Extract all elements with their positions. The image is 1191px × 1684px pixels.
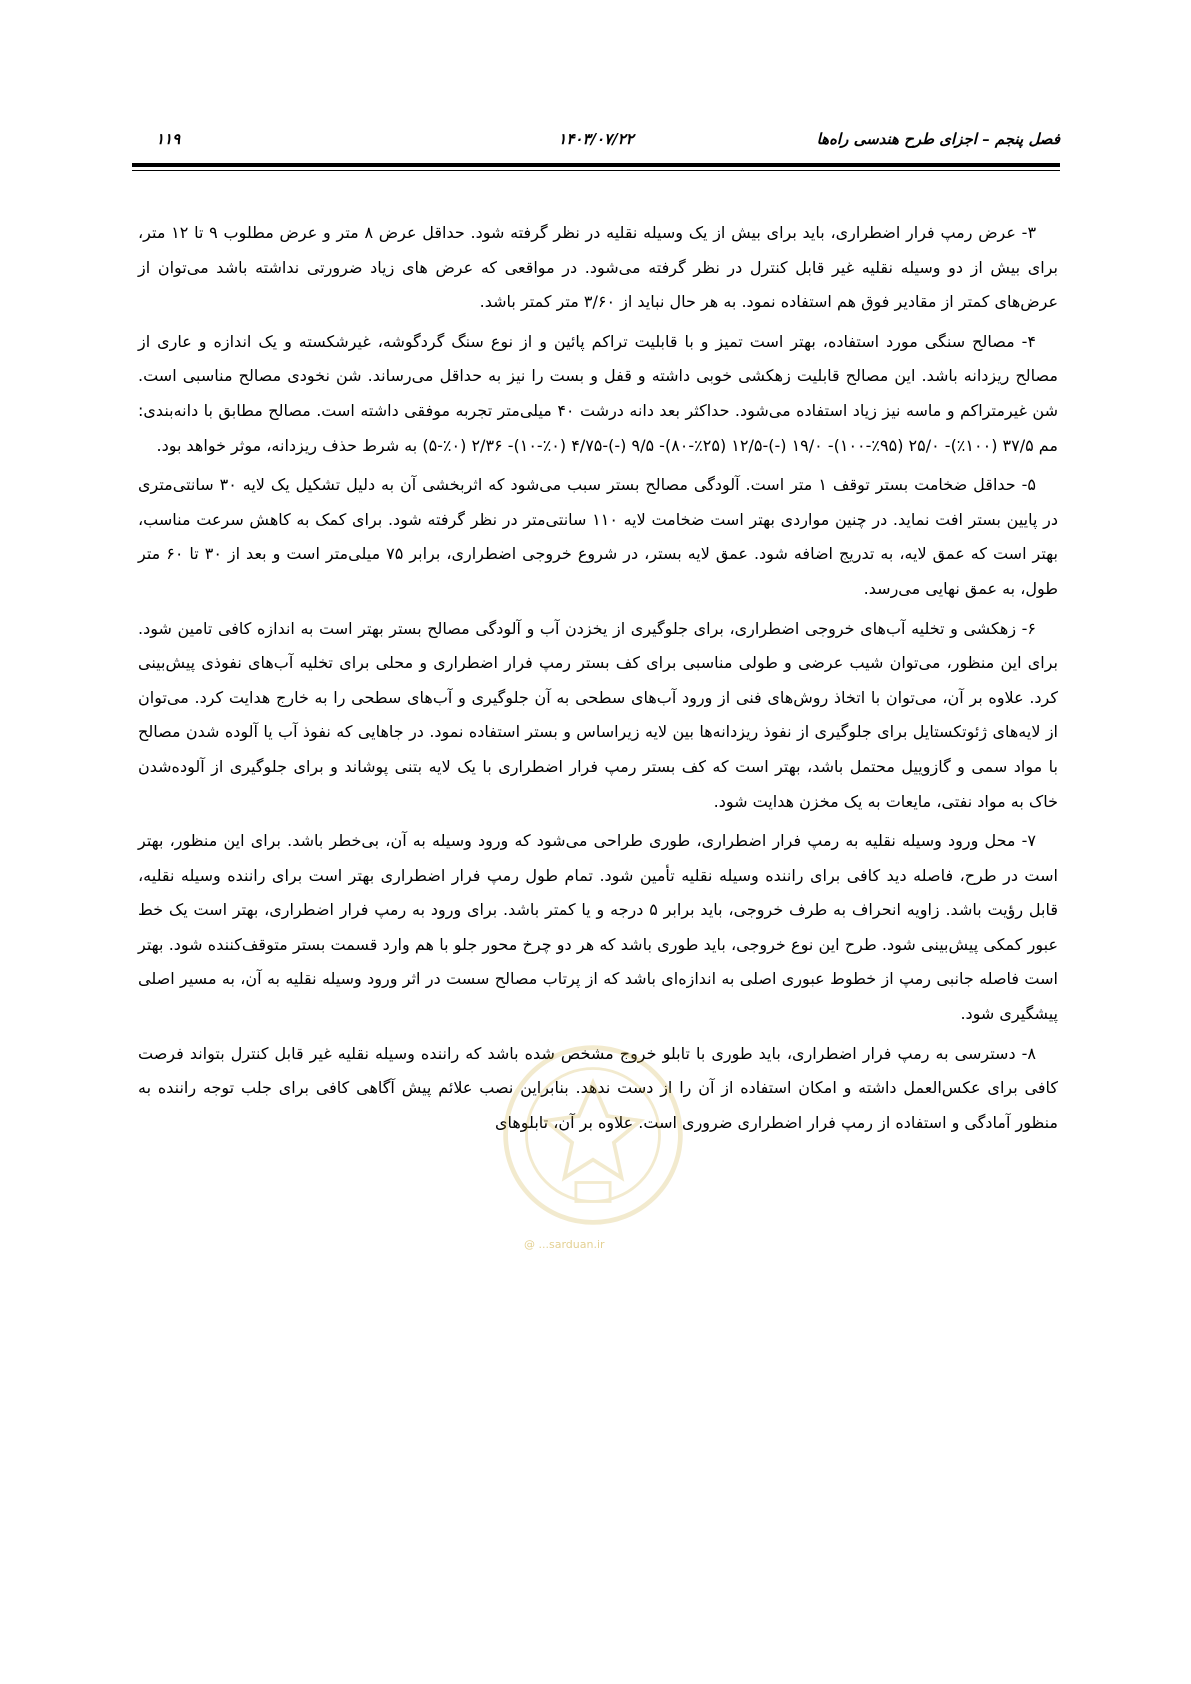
body-text bbox=[138, 216, 1058, 1145]
paragraph-8: ۸- دسترسی به رمپ فرار اضطراری، باید طوری با تابلو خروج مشخص شده باشد که راننده وسیله نقلیه غیر قابل کنترل بتواند فرصت کافی برای عکس‌العمل داشته و امکان استفاده از آن را از دست ندهد. بنابراین نصب علائم پیش آگاهی کافی برای جلب توجه راننده به منظور آمادگی و استفاده از رمپ فرار اضطراری ضروری است. علاوه بر آن، تابلوهای bbox=[138, 1043, 1058, 1132]
paragraph-5: ۵- حداقل ضخامت بستر توقف ۱ متر است. آلودگی مصالح بستر سبب می‌شود که اثربخشی آن به دلیل تشکیل یک لایه ۳۰ سانتی‌متری در پایین بستر افت نماید. در چنین مواردی بهتر است ضخامت لایه ۱۱۰ سانتی‌متر در نظر گرفته شود. برای کمک به کاهش سرعت مناسب، بهتر است که عمق لایه، به تدریج اضافه شود. عمق لایه بستر، در شروع خروجی اضطراری، برابر ۷۵ میلی‌متر است و بعد از ۳۰ تا ۶۰ متر طول، به عمق نهایی می‌رسد. bbox=[138, 475, 1059, 598]
header-rule-thick bbox=[132, 163, 1060, 167]
header-date: ۱۴۰۳/۰۷/۲۲ bbox=[558, 130, 634, 148]
watermark-url: @ ...sarduan.ir bbox=[524, 1238, 605, 1251]
paragraph-6: ۶- زهکشی و تخلیه آب‌های خروجی اضطراری، برای جلوگیری از یخزدن آب و آلودگی مصالح بستر بهتر است به اندازه کافی تامین شود. برای این منظور، می‌توان شیب عرضی و طولی مناسبی برای کف بستر رمپ فرار اضطراری و محلی برای تخلیه آب‌های نفوذی پیش‌بینی کرد. علاوه بر آن، می‌توان با اتخاذ روش‌های فنی از ورود آب‌های سطحی به آن جلوگیری و آب‌های سطحی را به خارج هدایت کرد. می‌توان از لایه‌های ژئوتکستایل برای جلوگیری از نفوذ ریزدانه‌ها بین لایه زیراساس و بستر استفاده نمود. در جاهایی که نفوذ آب یا آلوده شدن مصالح با مواد سمی و گازوییل محتمل باشد، بهتر است که کف بستر رمپ فرار اضطراری با یک لایه بتنی پوشاند و برای جلوگیری از آلوده‌شدن خاک به مواد نفتی، مایعات به یک مخزن هدایت شود. bbox=[138, 618, 1058, 811]
page-number: ۱۱۹ bbox=[156, 130, 181, 148]
paragraph-3: ۳- عرض رمپ فرار اضطراری، باید برای بیش از یک وسیله نقلیه در نظر گرفته شود. حداقل عرض ۸ متر و عرض مطلوب ۹ تا ۱۲ متر، برای بیش از دو وسیله نقلیه غیر قابل کنترل در نظر گرفته می‌شود. در مواقعی که عرض های زیاد ضرورتی نداشته باشد می‌توان از عرض‌های کمتر از مقادیر فوق هم استفاده نمود. به هر حال نباید از ۳/۶۰ متر کمتر باشد. bbox=[138, 223, 1058, 312]
header-rule-thin bbox=[132, 170, 1060, 171]
paragraph-7: ۷- محل ورود وسیله نقلیه به رمپ فرار اضطراری، طوری طراحی می‌شود که ورود وسیله به آن، بی‌خطر باشد. برای این منظور، بهتر است در طرح، فاصله دید کافی برای راننده وسیله نقلیه تأمین شود. تمام طول رمپ فرار اضطراری بهتر است برای راننده وسیله نقلیه، قابل رؤیت باشد. زاویه انحراف به طرف خروجی، باید برابر ۵ درجه و یا کمتر باشد. برای ورود به رمپ فرار اضطراری، بهتر است یک خط عبور کمکی پیش‌بینی شود. طرح این نوع خروجی، باید طوری باشد که هر دو چرخ محور جلو با هم وارد قسمت بستر متوقف‌کننده شود. بهتر است فاصله جانبی رمپ از خطوط عبوری اصلی به اندازه‌ای باشد که از پرتاب مصالح سست در اثر ورود وسیله نقلیه به آن، به مسیر اصلی پیشگیری شود. bbox=[138, 831, 1059, 1024]
running-header bbox=[132, 128, 1060, 154]
paragraph-4: ۴- مصالح سنگی مورد استفاده، بهتر است تمیز و با قابلیت تراکم پائین و از نوع سنگ گردگوشه، غیرشکسته و یک اندازه و عاری از مصالح ریزدانه باشد. این مصالح قابلیت زهکشی خوبی داشته و قفل و بست را نیز به حداقل می‌رساند. شن نخودی مصالح مناسبی است. شن غیرمتراکم و ماسه نیز زیاد استفاده می‌شود. حداکثر بعد دانه درشت ۴۰ میلی‌متر تجربه موفقی داشته است. مصالح مطابق با دانه‌بندی: مم ۳۷/۵ (۱۰۰٪)- ۲۵/۰ (۹۵٪-۱۰۰)- ۱۹/۰ (-)-۱۲/۵ (۲۵٪-۸۰)- ۹/۵ (-)-۴/۷۵ (۰٪-۱۰)- ۲/۳۶ (۰٪-۵) به شرط حذف ریزدانه، موثر خواهد بود. bbox=[138, 331, 1059, 455]
chapter-title: فصل پنجم – اجزای طرح هندسی راه‌ها bbox=[816, 130, 1060, 148]
